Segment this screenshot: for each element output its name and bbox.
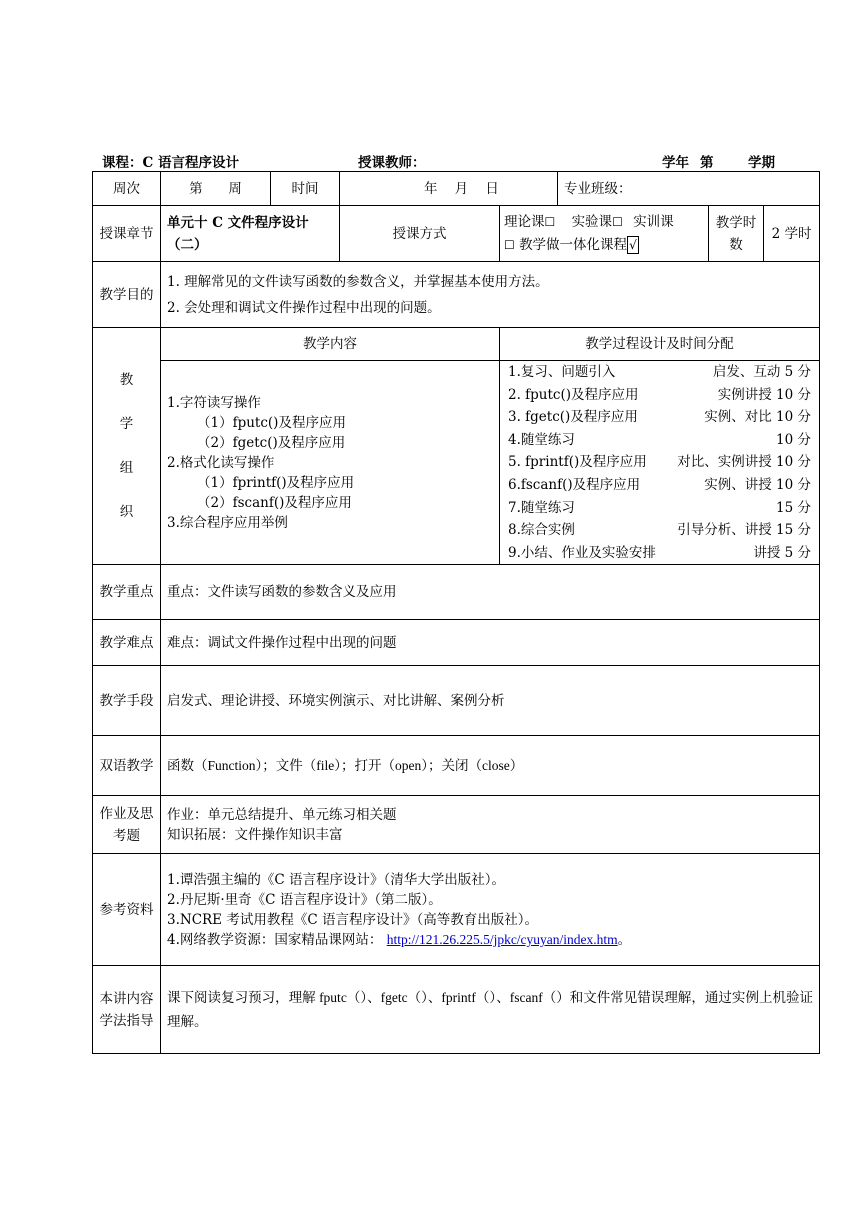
term-semester-label: 学期 xyxy=(748,155,775,171)
term-year-label: 学年 xyxy=(662,155,689,171)
means-label: 教学手段 xyxy=(93,666,161,736)
method-integrated: 教学做一体化课程 xyxy=(519,236,628,253)
content-item: 1.字符读写操作 xyxy=(167,394,261,411)
org-header-row xyxy=(93,328,820,361)
class-label: 专业班级： xyxy=(558,172,820,206)
reference-item xyxy=(167,930,813,950)
process-header: 教学过程设计及时间分配 xyxy=(500,328,820,361)
process-item: 2. fputc()及程序应用 实例讲授 10 分 xyxy=(508,386,812,403)
date-value: 年 月 日 xyxy=(340,172,558,206)
goal-label: 教学目的 xyxy=(93,262,161,328)
key-row xyxy=(93,565,820,620)
org-label-char: 组 xyxy=(119,460,134,477)
key-text: 重点：文件读写函数的参数含义及应用 xyxy=(161,565,820,620)
content-item: 3.综合程序应用举例 xyxy=(167,514,288,531)
content-item: （1）fputc()及程序应用 xyxy=(197,414,346,431)
guide-row xyxy=(93,966,820,1054)
goal-item: 1. 理解常见的文件读写函数的参数含义，并掌握基本使用方法。 xyxy=(167,273,549,290)
training-checkbox-icon: ☐ xyxy=(504,237,515,252)
goal-row xyxy=(93,262,820,328)
process-item: 6.fscanf()及程序应用 实例、讲授 10 分 xyxy=(508,476,812,493)
process-item: 9.小结、作业及实验安排 讲授 5 分 xyxy=(508,544,812,561)
method-label-cell xyxy=(340,206,500,262)
content-item: （1）fprintf()及程序应用 xyxy=(197,474,355,491)
course-website-link[interactable]: http://121.26.225.5/jpkc/cyuyan/index.htm xyxy=(386,931,618,947)
course-title: 课程：C 语言程序设计 xyxy=(102,155,239,171)
means-row xyxy=(93,666,820,736)
reference-item-text: 4.网络教学资源：国家精品课网站： xyxy=(167,931,383,948)
content-list xyxy=(161,361,500,565)
means-text: 启发式、理论讲授、环境实例演示、对比讲解、案例分析 xyxy=(161,666,820,736)
reference-item: 1.谭浩强主编的《C 语言程序设计》（清华大学出版社）。 xyxy=(167,871,506,888)
process-item: 4.随堂练习 10 分 xyxy=(508,431,812,448)
hours-label: 教学时数 xyxy=(709,206,764,262)
org-label xyxy=(93,328,161,565)
content-header: 教学内容 xyxy=(161,328,500,361)
method-theory: 理论课 xyxy=(504,213,545,230)
reference-row xyxy=(93,854,820,966)
difficulty-text: 难点：调试文件操作过程中出现的问题 xyxy=(161,620,820,666)
org-label-char: 教 xyxy=(119,372,134,389)
goal-item: 2. 会处理和调试文件操作过程中出现的问题。 xyxy=(167,299,441,316)
method-options xyxy=(500,206,709,262)
org-label-char: 织 xyxy=(119,504,134,521)
process-item: 5. fprintf()及程序应用 对比、实例讲授 10 分 xyxy=(508,454,812,471)
teacher-label: 授课教师： xyxy=(358,155,426,171)
hours-value: 2 学时 xyxy=(764,206,820,262)
difficulty-row xyxy=(93,620,820,666)
process-list xyxy=(500,361,820,565)
reference-list xyxy=(161,854,820,966)
method-label: 授课方式 xyxy=(392,225,447,242)
reference-item-suffix: 。 xyxy=(617,931,632,948)
reference-label: 参考资料 xyxy=(93,854,161,966)
homework-row xyxy=(93,796,820,854)
content-item: 2.格式化读写操作 xyxy=(167,454,275,471)
difficulty-label: 教学难点 xyxy=(93,620,161,666)
lab-checkbox-icon: ☐ xyxy=(612,214,623,229)
method-lab: 实验课 xyxy=(571,213,613,230)
chapter-row xyxy=(93,206,820,262)
term-di-label: 第 xyxy=(700,155,714,171)
process-item: 3. fgetc()及程序应用 实例、对比 10 分 xyxy=(508,409,812,426)
process-item: 1.复习、问题引入 启发、互动 5 分 xyxy=(508,364,812,380)
content-item: （2）fscanf()及程序应用 xyxy=(197,494,352,511)
lesson-plan-table xyxy=(92,171,820,1054)
bilingual-label: 双语教学 xyxy=(93,736,161,796)
chapter-label: 授课章节 xyxy=(93,206,161,262)
homework-label: 作业及思考题 xyxy=(93,796,161,854)
page-header xyxy=(102,151,778,171)
key-label: 教学重点 xyxy=(93,565,161,620)
reference-item: 2.丹尼斯·里奇《C 语言程序设计》（第二版）。 xyxy=(167,891,442,908)
bilingual-row xyxy=(93,736,820,796)
week-value: 第 周 xyxy=(161,172,271,206)
week-label: 周次 xyxy=(93,172,161,206)
goal-content xyxy=(161,262,820,328)
method-training: 实训课 xyxy=(633,213,674,230)
reference-item: 3.NCRE 考试用教程《C 语言程序设计》（高等教育出版社）。 xyxy=(167,911,538,928)
week-row xyxy=(93,172,820,206)
process-item: 8.综合实例 引导分析、讲授 15 分 xyxy=(508,522,812,539)
integrated-check-icon: √ xyxy=(629,237,637,252)
process-item: 7.随堂练习 15 分 xyxy=(508,499,812,516)
homework-line: 知识拓展：文件操作知识丰富 xyxy=(167,826,343,843)
org-body-row xyxy=(93,361,820,565)
chapter-title: 单元十 C 文件程序设计（二） xyxy=(161,206,340,262)
content-item: （2）fgetc()及程序应用 xyxy=(197,434,346,451)
homework-content xyxy=(161,796,820,854)
org-label-char: 学 xyxy=(119,416,134,433)
theory-checkbox-icon: ☐ xyxy=(544,214,556,229)
homework-line: 作业：单元总结提升、单元练习相关题 xyxy=(167,806,397,823)
time-label: 时间 xyxy=(271,172,340,206)
guide-text: 课下阅读复习预习，理解 fputc（）、fgetc（）、fprintf（）、fscanf（）和文件常见错误理解，通过实例上机验证理解。 xyxy=(161,966,820,1054)
bilingual-text: 函数（Function）；文件（file）；打开（open）；关闭（close） xyxy=(161,736,820,796)
guide-label: 本讲内容学法指导 xyxy=(93,966,161,1054)
